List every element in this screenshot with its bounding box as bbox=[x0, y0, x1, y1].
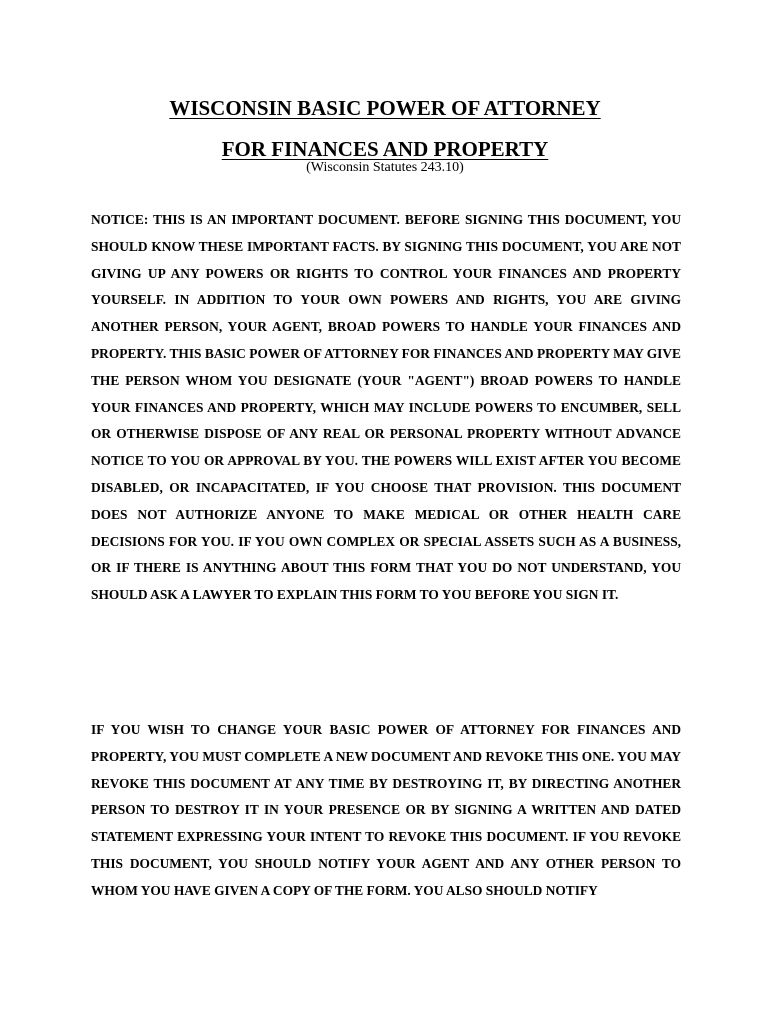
revocation-paragraph: IF YOU WISH TO CHANGE YOUR BASIC POWER OF ATTORNEY FOR FINANCES AND PROPERTY, YOU MUST COMPLETE A NEW DOCUMENT AND REVOKE THIS ONE. YOU MAY REVOKE THIS DOCUMENT AT ANY TIME BY DESTROYING IT, BY DIRECTING ANOTHER PERSON TO DESTROY IT IN YOUR PRESENCE OR BY SIGNING A WRITTEN AND DATED STATEMENT EXPRESSING YOUR INTENT TO REVOKE THIS DOCUMENT. IF YOU REVOKE THIS DOCUMENT, YOU SHOULD NOTIFY YOUR AGENT AND ANY OTHER PERSON TO WHOM YOU HAVE GIVEN A COPY OF THE FORM. YOU ALSO SHOULD NOTIFY bbox=[91, 722, 681, 898]
document-title-line-1: WISCONSIN BASIC POWER OF ATTORNEY bbox=[169, 96, 601, 120]
document-title-line-2: FOR FINANCES AND PROPERTY bbox=[221, 137, 549, 161]
notice-paragraph: NOTICE: THIS IS AN IMPORTANT DOCUMENT. BEFORE SIGNING THIS DOCUMENT, YOU SHOULD KNOW THESE IMPORTANT FACTS. BY SIGNING THIS DOCUMENT, YOU ARE NOT GIVING UP ANY POWERS OR RIGHTS TO CONTROL YOUR FINANCES AND PROPERTY YOURSELF. IN ADDITION TO YOUR OWN POWERS AND RIGHTS, YOU ARE GIVING ANOTHER PERSON, YOUR AGENT, BROAD POWERS TO HANDLE YOUR FINANCES AND PROPERTY. THIS BASIC POWER OF ATTORNEY FOR FINANCES AND PROPERTY MAY GIVE THE PERSON WHOM YOU DESIGNATE (YOUR "AGENT") BROAD POWERS TO HANDLE YOUR FINANCES AND PROPERTY, WHICH MAY INCLUDE POWERS TO ENCUMBER, SELL OR OTHERWISE DISPOSE OF ANY REAL OR PERSONAL PROPERTY WITHOUT ADVANCE NOTICE TO YOU OR APPROVAL BY YOU. THE POWERS WILL EXIST AFTER YOU BECOME DISABLED, OR INCAPACITATED, IF YOU CHOOSE THAT PROVISION. THIS DOCUMENT DOES NOT AUTHORIZE ANYONE TO MAKE MEDICAL OR OTHER HEALTH CARE DECISIONS FOR YOU. IF YOU OWN COMPLEX OR SPECIAL ASSETS SUCH AS A BUSINESS, OR IF THERE IS ANYTHING ABOUT THIS FORM THAT YOU DO NOT UNDERSTAND, YOU SHOULD ASK A LAWYER TO EXPLAIN THIS FORM TO YOU BEFORE YOU SIGN IT. bbox=[91, 212, 681, 603]
statute-citation: (Wisconsin Statutes 243.10) bbox=[306, 160, 464, 175]
